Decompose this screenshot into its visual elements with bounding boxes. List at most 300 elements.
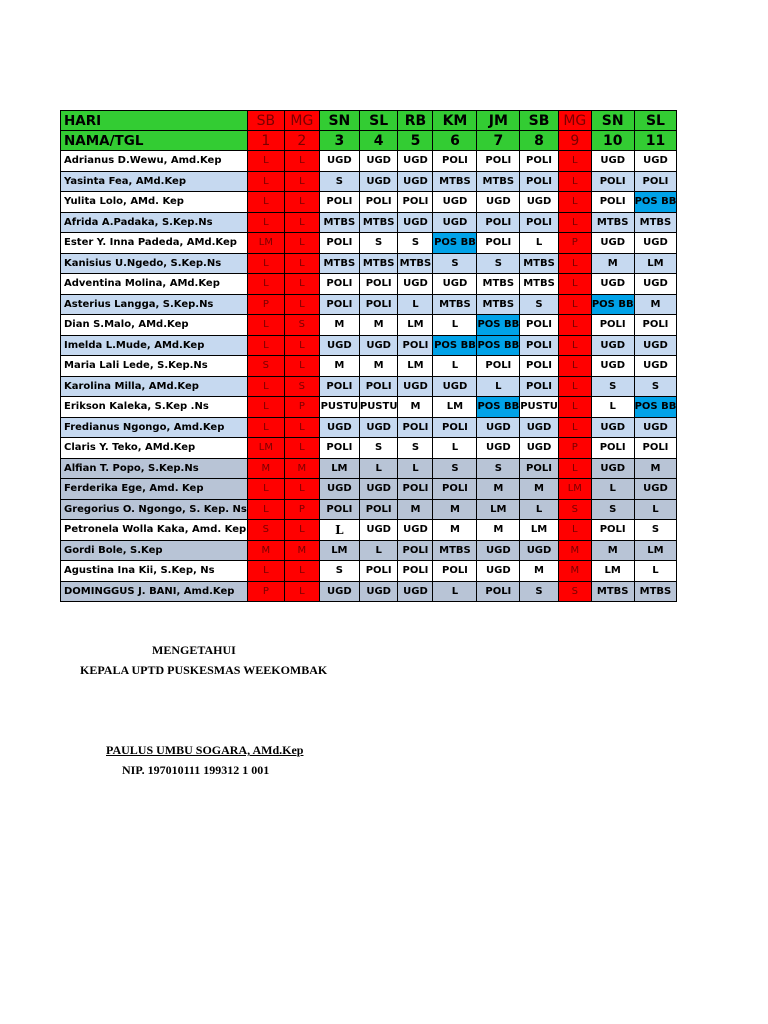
shift-cell: L [284, 233, 319, 254]
shift-cell: L [247, 417, 284, 438]
shift-cell: MTBS [520, 274, 559, 295]
shift-cell: P [558, 438, 591, 459]
header-day-5: RB [398, 111, 433, 131]
shift-cell: M [433, 499, 477, 520]
shift-cell: M [591, 540, 634, 561]
shift-cell: POLI [433, 479, 477, 500]
shift-cell: L [433, 315, 477, 336]
shift-cell: L [558, 356, 591, 377]
shift-cell: S [591, 376, 634, 397]
shift-cell: UGD [359, 171, 398, 192]
header-day-11: SL [634, 111, 677, 131]
staff-name: Imelda L.Mude, AMd.Kep [61, 335, 248, 356]
shift-cell: L [247, 274, 284, 295]
staff-name: Claris Y. Teko, AMd.Kep [61, 438, 248, 459]
shift-cell: L [634, 499, 677, 520]
shift-cell: UGD [359, 520, 398, 541]
shift-cell: POLI [319, 438, 359, 459]
staff-name: Yasinta Fea, AMd.Kep [61, 171, 248, 192]
shift-cell: L [284, 274, 319, 295]
shift-cell: POLI [477, 151, 520, 172]
shift-cell: M [247, 540, 284, 561]
shift-cell: UGD [591, 458, 634, 479]
shift-cell: MTBS [477, 274, 520, 295]
staff-name: Gregorius O. Ngongo, S. Kep. Ns [61, 499, 248, 520]
staff-name: Karolina Milla, AMd.Kep [61, 376, 248, 397]
shift-cell: S [319, 561, 359, 582]
shift-cell: MTBS [398, 253, 433, 274]
shift-cell: PUSTU [520, 397, 559, 418]
shift-cell: M [558, 561, 591, 582]
header-day-3: SN [319, 111, 359, 131]
header-row-nama [61, 131, 677, 151]
shift-cell: POS BB [591, 294, 634, 315]
shift-cell: UGD [591, 335, 634, 356]
shift-cell: POLI [477, 212, 520, 233]
shift-cell: UGD [398, 212, 433, 233]
shift-cell: L [558, 294, 591, 315]
shift-cell: M [284, 540, 319, 561]
shift-cell: S [634, 520, 677, 541]
staff-name: Fredianus Ngongo, Amd.Kep [61, 417, 248, 438]
shift-cell: MTBS [477, 171, 520, 192]
shift-cell: M [398, 397, 433, 418]
shift-cell: L [284, 520, 319, 541]
header-nama-label: NAMA/TGL [61, 131, 248, 151]
table-row [61, 192, 677, 213]
shift-cell: M [558, 540, 591, 561]
shift-cell: POLI [398, 192, 433, 213]
shift-cell: POLI [433, 151, 477, 172]
shift-cell: L [634, 561, 677, 582]
shift-cell: P [247, 581, 284, 602]
shift-cell: L [247, 335, 284, 356]
staff-name: Maria Lali Lede, S.Kep.Ns [61, 356, 248, 377]
shift-cell: S [398, 233, 433, 254]
staff-name: Kanisius U.Ngedo, S.Kep.Ns [61, 253, 248, 274]
shift-cell: P [247, 294, 284, 315]
shift-cell: UGD [398, 274, 433, 295]
shift-cell: S [591, 499, 634, 520]
shift-cell: POLI [520, 151, 559, 172]
staff-name: Agustina Ina Kii, S.Kep, Ns [61, 561, 248, 582]
shift-cell: POS BB [634, 397, 677, 418]
shift-cell: UGD [591, 151, 634, 172]
shift-cell: UGD [520, 540, 559, 561]
shift-cell: POLI [433, 417, 477, 438]
shift-cell: MTBS [319, 212, 359, 233]
shift-cell: S [558, 499, 591, 520]
shift-cell: M [284, 458, 319, 479]
shift-cell: L [558, 274, 591, 295]
shift-cell: UGD [477, 192, 520, 213]
shift-cell: L [284, 581, 319, 602]
duty-roster-table [60, 110, 677, 602]
header-day-2: MG [284, 111, 319, 131]
shift-cell: L [284, 151, 319, 172]
shift-cell: LM [433, 397, 477, 418]
shift-cell: POS BB [477, 397, 520, 418]
header-day-7: JM [477, 111, 520, 131]
table-row [61, 233, 677, 254]
shift-cell: L [477, 376, 520, 397]
staff-name: Dian S.Malo, AMd.Kep [61, 315, 248, 336]
shift-cell: UGD [591, 274, 634, 295]
table-row [61, 417, 677, 438]
shift-cell: POLI [319, 294, 359, 315]
shift-cell: L [284, 561, 319, 582]
shift-cell: LM [398, 315, 433, 336]
shift-cell: M [591, 253, 634, 274]
shift-cell: LM [319, 540, 359, 561]
shift-cell: MTBS [591, 581, 634, 602]
shift-cell: S [319, 171, 359, 192]
shift-cell: L [359, 458, 398, 479]
shift-cell: POLI [591, 520, 634, 541]
shift-cell: UGD [520, 417, 559, 438]
shift-cell: POLI [591, 171, 634, 192]
shift-cell: UGD [477, 561, 520, 582]
shift-cell: POLI [359, 561, 398, 582]
shift-cell: S [359, 233, 398, 254]
shift-cell: POS BB [433, 233, 477, 254]
shift-cell: POLI [520, 356, 559, 377]
roster-body [61, 111, 677, 602]
table-row [61, 581, 677, 602]
shift-cell: L [247, 253, 284, 274]
header-row-hari [61, 111, 677, 131]
shift-cell: UGD [319, 479, 359, 500]
shift-cell: S [477, 458, 520, 479]
shift-cell: M [477, 520, 520, 541]
shift-cell: LM [398, 356, 433, 377]
table-row [61, 294, 677, 315]
shift-cell: L [247, 212, 284, 233]
shift-cell: LM [634, 253, 677, 274]
shift-cell: L [433, 356, 477, 377]
shift-cell: POLI [433, 561, 477, 582]
shift-cell: L [247, 499, 284, 520]
header-hari-label: HARI [61, 111, 248, 131]
shift-cell: UGD [634, 479, 677, 500]
shift-cell: POLI [591, 438, 634, 459]
table-row [61, 151, 677, 172]
shift-cell: L [558, 376, 591, 397]
shift-cell: POLI [319, 499, 359, 520]
header-day-9: MG [558, 111, 591, 131]
shift-cell: UGD [433, 376, 477, 397]
shift-cell: MTBS [520, 253, 559, 274]
shift-cell: MTBS [634, 581, 677, 602]
shift-cell: MTBS [433, 294, 477, 315]
table-row [61, 479, 677, 500]
shift-cell: L [558, 417, 591, 438]
head-title: KEPALA UPTD PUSKESMAS WEEKOMBAK [80, 663, 328, 677]
staff-name: Afrida A.Padaka, S.Kep.Ns [61, 212, 248, 233]
shift-cell: UGD [319, 151, 359, 172]
shift-cell: UGD [477, 438, 520, 459]
shift-cell: LM [520, 520, 559, 541]
shift-cell: S [433, 253, 477, 274]
shift-cell: POLI [591, 192, 634, 213]
shift-cell: POLI [398, 561, 433, 582]
shift-cell: POLI [319, 233, 359, 254]
shift-cell: UGD [319, 335, 359, 356]
shift-cell: L [591, 397, 634, 418]
shift-cell: UGD [398, 151, 433, 172]
header-date-11: 11 [634, 131, 677, 151]
table-row [61, 499, 677, 520]
shift-cell: S [247, 520, 284, 541]
shift-cell: POLI [520, 212, 559, 233]
shift-cell: UGD [398, 171, 433, 192]
shift-cell: POLI [319, 376, 359, 397]
shift-cell: UGD [591, 233, 634, 254]
shift-cell: L [247, 171, 284, 192]
shift-cell: UGD [398, 520, 433, 541]
shift-cell: MTBS [591, 212, 634, 233]
shift-cell: LM [477, 499, 520, 520]
shift-cell: UGD [591, 417, 634, 438]
shift-cell: UGD [359, 479, 398, 500]
shift-cell: UGD [433, 212, 477, 233]
shift-cell: M [398, 499, 433, 520]
shift-cell: L [558, 192, 591, 213]
shift-cell: UGD [634, 233, 677, 254]
shift-cell: P [284, 397, 319, 418]
shift-cell: UGD [433, 274, 477, 295]
shift-cell: POLI [319, 274, 359, 295]
shift-cell: UGD [477, 540, 520, 561]
acknowledge-label: MENGETAHUI [152, 643, 236, 657]
shift-cell: MTBS [359, 212, 398, 233]
shift-cell: LM [319, 458, 359, 479]
shift-cell: POLI [520, 171, 559, 192]
shift-cell: L [433, 581, 477, 602]
shift-cell: L [284, 335, 319, 356]
shift-cell: POLI [634, 438, 677, 459]
staff-name: DOMINGGUS J. BANI, Amd.Kep [61, 581, 248, 602]
shift-cell: L [284, 356, 319, 377]
shift-cell: L [284, 417, 319, 438]
shift-cell: UGD [477, 417, 520, 438]
signatory-nip: NIP. 197010111 199312 1 001 [122, 763, 270, 777]
shift-cell: POLI [520, 458, 559, 479]
shift-cell: L [247, 151, 284, 172]
shift-cell: S [284, 315, 319, 336]
shift-cell: L [558, 253, 591, 274]
shift-cell: POLI [359, 294, 398, 315]
staff-name: Adrianus D.Wewu, Amd.Kep [61, 151, 248, 172]
table-row [61, 171, 677, 192]
shift-cell: M [634, 294, 677, 315]
shift-cell: M [319, 315, 359, 336]
shift-cell: POLI [520, 335, 559, 356]
header-date-9: 9 [558, 131, 591, 151]
shift-cell: POLI [520, 315, 559, 336]
shift-cell: S [284, 376, 319, 397]
shift-cell: M [247, 458, 284, 479]
shift-cell: S [433, 458, 477, 479]
shift-cell: LM [634, 540, 677, 561]
signatory-name: PAULUS UMBU SOGARA, AMd.Kep [106, 743, 304, 757]
shift-cell: L [558, 171, 591, 192]
shift-cell: L [520, 233, 559, 254]
shift-cell: S [558, 581, 591, 602]
shift-cell: POLI [591, 315, 634, 336]
shift-cell: L [284, 171, 319, 192]
header-date-4: 4 [359, 131, 398, 151]
shift-cell: UGD [398, 376, 433, 397]
shift-cell: L [558, 212, 591, 233]
shift-cell: POLI [398, 540, 433, 561]
shift-cell: POS BB [477, 335, 520, 356]
header-date-10: 10 [591, 131, 634, 151]
shift-cell: M [433, 520, 477, 541]
shift-cell: PUSTU [359, 397, 398, 418]
staff-name: Erikson Kaleka, S.Kep .Ns [61, 397, 248, 418]
shift-cell: POLI [359, 192, 398, 213]
shift-cell: S [520, 581, 559, 602]
shift-cell: M [359, 315, 398, 336]
table-row [61, 438, 677, 459]
table-row [61, 376, 677, 397]
shift-cell: UGD [433, 192, 477, 213]
shift-cell: S [398, 438, 433, 459]
shift-cell: L [247, 192, 284, 213]
shift-cell: S [247, 356, 284, 377]
shift-cell: L [558, 520, 591, 541]
shift-cell: UGD [634, 417, 677, 438]
shift-cell: P [284, 499, 319, 520]
shift-cell: POLI [359, 274, 398, 295]
header-day-1: SB [247, 111, 284, 131]
shift-cell: L [284, 212, 319, 233]
shift-cell: POS BB [477, 315, 520, 336]
shift-cell: M [359, 356, 398, 377]
shift-cell: POLI [359, 376, 398, 397]
shift-cell: POLI [359, 499, 398, 520]
header-day-6: KM [433, 111, 477, 131]
shift-cell: L [247, 479, 284, 500]
table-row [61, 274, 677, 295]
header-date-5: 5 [398, 131, 433, 151]
header-date-2: 2 [284, 131, 319, 151]
shift-cell: M [634, 458, 677, 479]
shift-cell: UGD [319, 417, 359, 438]
header-day-10: SN [591, 111, 634, 131]
shift-cell: POLI [398, 479, 433, 500]
table-row [61, 212, 677, 233]
shift-cell: S [359, 438, 398, 459]
shift-cell: L [247, 561, 284, 582]
shift-cell: UGD [520, 192, 559, 213]
shift-cell: L [247, 376, 284, 397]
staff-name: Gordi Bole, S.Kep [61, 540, 248, 561]
shift-cell: L [591, 479, 634, 500]
shift-cell: L [247, 315, 284, 336]
shift-cell: POS BB [433, 335, 477, 356]
shift-cell: UGD [359, 151, 398, 172]
shift-cell: UGD [398, 581, 433, 602]
table-row [61, 458, 677, 479]
shift-cell: MTBS [433, 540, 477, 561]
shift-cell: PUSTU [319, 397, 359, 418]
shift-cell: UGD [319, 581, 359, 602]
shift-cell: UGD [634, 335, 677, 356]
table-row [61, 356, 677, 377]
table-row [61, 335, 677, 356]
shift-cell: L [558, 151, 591, 172]
shift-cell: MTBS [477, 294, 520, 315]
staff-name: Ferderika Ege, Amd. Kep [61, 479, 248, 500]
shift-cell: L [558, 315, 591, 336]
shift-cell: POLI [634, 315, 677, 336]
header-day-8: SB [520, 111, 559, 131]
staff-name: Adventina Molina, AMd.Kep [61, 274, 248, 295]
shift-cell: POLI [477, 233, 520, 254]
shift-cell: LM [247, 233, 284, 254]
shift-cell: L [398, 294, 433, 315]
shift-cell: POLI [398, 335, 433, 356]
shift-cell: S [520, 294, 559, 315]
shift-cell: L [284, 253, 319, 274]
shift-cell: UGD [634, 356, 677, 377]
shift-cell: MTBS [634, 212, 677, 233]
staff-name: Alfian T. Popo, S.Kep.Ns [61, 458, 248, 479]
shift-cell: L [433, 438, 477, 459]
shift-cell: POLI [319, 192, 359, 213]
header-date-8: 8 [520, 131, 559, 151]
shift-cell: L [284, 294, 319, 315]
shift-cell: UGD [359, 581, 398, 602]
shift-cell: L [558, 458, 591, 479]
shift-cell: MTBS [319, 253, 359, 274]
shift-cell: MTBS [433, 171, 477, 192]
shift-cell: UGD [359, 335, 398, 356]
shift-cell: L [520, 499, 559, 520]
shift-cell: POLI [477, 356, 520, 377]
shift-cell: L [359, 540, 398, 561]
shift-cell: LM [558, 479, 591, 500]
shift-cell: UGD [634, 151, 677, 172]
shift-cell: M [520, 479, 559, 500]
staff-name: Asterius Langga, S.Kep.Ns [61, 294, 248, 315]
header-date-6: 6 [433, 131, 477, 151]
header-date-7: 7 [477, 131, 520, 151]
shift-cell: UGD [634, 274, 677, 295]
shift-cell: L [398, 458, 433, 479]
table-row [61, 397, 677, 418]
table-row [61, 315, 677, 336]
header-date-3: 3 [319, 131, 359, 151]
shift-cell: L [284, 438, 319, 459]
staff-name: Yulita Lolo, AMd. Kep [61, 192, 248, 213]
table-row [61, 520, 677, 541]
shift-cell: POS BB [634, 192, 677, 213]
shift-cell: P [558, 233, 591, 254]
shift-cell: POLI [634, 171, 677, 192]
table-row [61, 561, 677, 582]
shift-cell: UGD [359, 417, 398, 438]
shift-cell: L [284, 192, 319, 213]
shift-cell: M [520, 561, 559, 582]
shift-cell: LM [247, 438, 284, 459]
shift-cell: L [247, 397, 284, 418]
shift-cell: M [477, 479, 520, 500]
shift-cell: S [634, 376, 677, 397]
staff-name: Petronela Wolla Kaka, Amd. Kep [61, 520, 248, 541]
